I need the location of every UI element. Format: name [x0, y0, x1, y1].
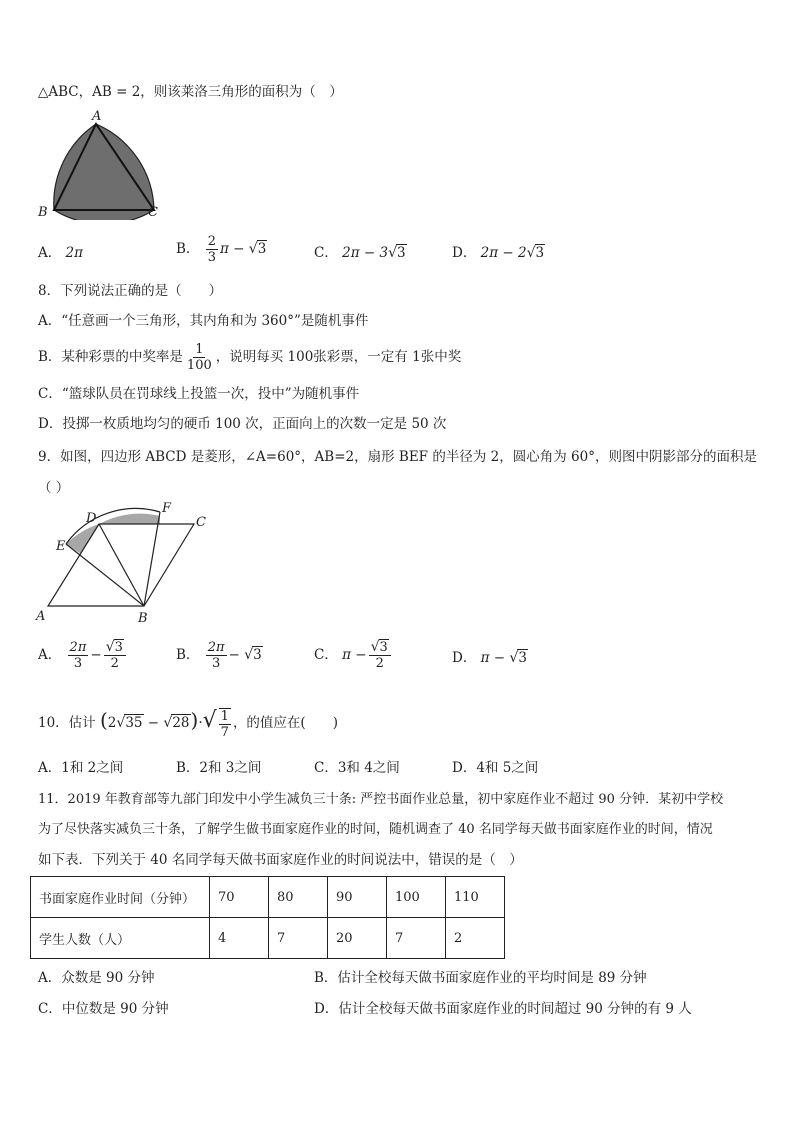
table-cell: 2	[446, 918, 505, 959]
table-cell: 20	[328, 918, 387, 959]
table-cell: 4	[210, 918, 269, 959]
table-cell: 80	[269, 877, 328, 918]
table-cell: 70	[210, 877, 269, 918]
q8-option-c[interactable]: C．“篮球队员在罚球线上投篮一次，投中”为随机事件	[38, 386, 360, 402]
q8-stem: 8．下列说法正确的是（ ）	[38, 283, 223, 299]
q11-option-a[interactable]: A．众数是 90 分钟	[38, 970, 155, 986]
table-header-cell: 书面家庭作业时间（分钟）	[31, 877, 210, 918]
q11-option-d[interactable]: D．估计全校每天做书面家庭作业的时间超过 90 分钟的有 9 人	[314, 1001, 692, 1017]
q10-option-a[interactable]: A．1和 2之间	[38, 760, 124, 776]
q11-stem-line2: 为了尽快落实减负三十条，了解学生做书面家庭作业的时间，随机调查了 40 名同学每天做书面家庭作业的时间，情况	[38, 822, 713, 837]
reuleaux-triangle-figure	[36, 108, 166, 220]
label-f: F	[162, 502, 172, 516]
q8-option-d[interactable]: D．投掷一枚质地均匀的硬币 100 次，正面向上的次数一定是 50 次	[38, 416, 447, 432]
q8-option-b[interactable]: B．某种彩票的中奖率是 $\frac{1}{100}$ ，说明每买 100张彩票，一定有 1张中奖	[38, 342, 462, 373]
label-c: C	[196, 515, 206, 530]
q7-stem: △ABC，AB = 2，则该莱洛三角形的面积为（ ）	[38, 84, 343, 100]
q7-option-d[interactable]: D． 2π − 2√3	[452, 245, 545, 261]
table-header-cell: 学生人数（人）	[31, 918, 210, 959]
table-cell: 110	[446, 877, 505, 918]
table-row	[31, 918, 505, 959]
q9-option-b[interactable]: B． $\frac{2\pi}{3}$ − √3	[176, 640, 262, 671]
q8-option-a[interactable]: A．“任意画一个三角形，其内角和为 360°”是随机事件	[38, 313, 369, 329]
q7-option-c[interactable]: C． 2π − 3√3	[314, 245, 406, 261]
label-e: E	[56, 539, 66, 554]
table-cell: 7	[269, 918, 328, 959]
q10-option-d[interactable]: D．4和 5之间	[452, 760, 539, 776]
table-cell: 90	[328, 877, 387, 918]
table-cell: 7	[387, 918, 446, 959]
q7-option-a[interactable]: A． 2π	[38, 245, 84, 261]
q7-option-b[interactable]: B． $\frac{2}{3}$ π − √3	[176, 234, 267, 265]
q11-stem-line3: 如下表．下列关于 40 名同学每天做书面家庭作业的时间说法中，错误的是（ ）	[38, 852, 523, 868]
rhombus-sector-figure	[34, 502, 224, 626]
q11-option-c[interactable]: C．中位数是 90 分钟	[38, 1001, 169, 1017]
q9-option-a[interactable]: A． $\frac{2\pi}{3}$ − $\frac{√3}{2}$	[38, 640, 128, 671]
q10-stem: 10．估计 (2√35 − √28)·√ $\frac{1}{7}$ ，的值应在( )	[38, 708, 338, 740]
label-b: B	[138, 611, 148, 626]
label-d: D	[86, 511, 97, 526]
q9-option-c[interactable]: C． π − $\frac{√3}{2}$	[314, 640, 393, 671]
q9-stem: 9．如图，四边形 ABCD 是菱形，∠A=60°，AB=2，扇形 BEF 的半径为 2，圆心角为 60°，则图中阴影部分的面积是	[38, 449, 757, 465]
label-c: C	[148, 205, 158, 220]
q10-option-c[interactable]: C．3和 4之间	[314, 760, 400, 776]
q11-option-b[interactable]: B．估计全校每天做书面家庭作业的平均时间是 89 分钟	[314, 970, 647, 986]
label-b: B	[38, 205, 48, 220]
table-row	[31, 877, 505, 918]
q10-option-b[interactable]: B．2和 3之间	[176, 760, 262, 776]
label-a: A	[36, 609, 46, 624]
q9-option-d[interactable]: D． π − √3	[452, 650, 527, 666]
homework-time-table	[30, 876, 505, 959]
q11-stem-line1: 11．2019 年教育部等九部门印发中小学生减负三十条: 严控书面作业总量，初中家庭作业不超过 90 分钟．某初中学校	[38, 792, 724, 807]
label-a: A	[92, 109, 102, 124]
q9-stem-paren: （ ）	[38, 480, 70, 496]
table-cell: 100	[387, 877, 446, 918]
